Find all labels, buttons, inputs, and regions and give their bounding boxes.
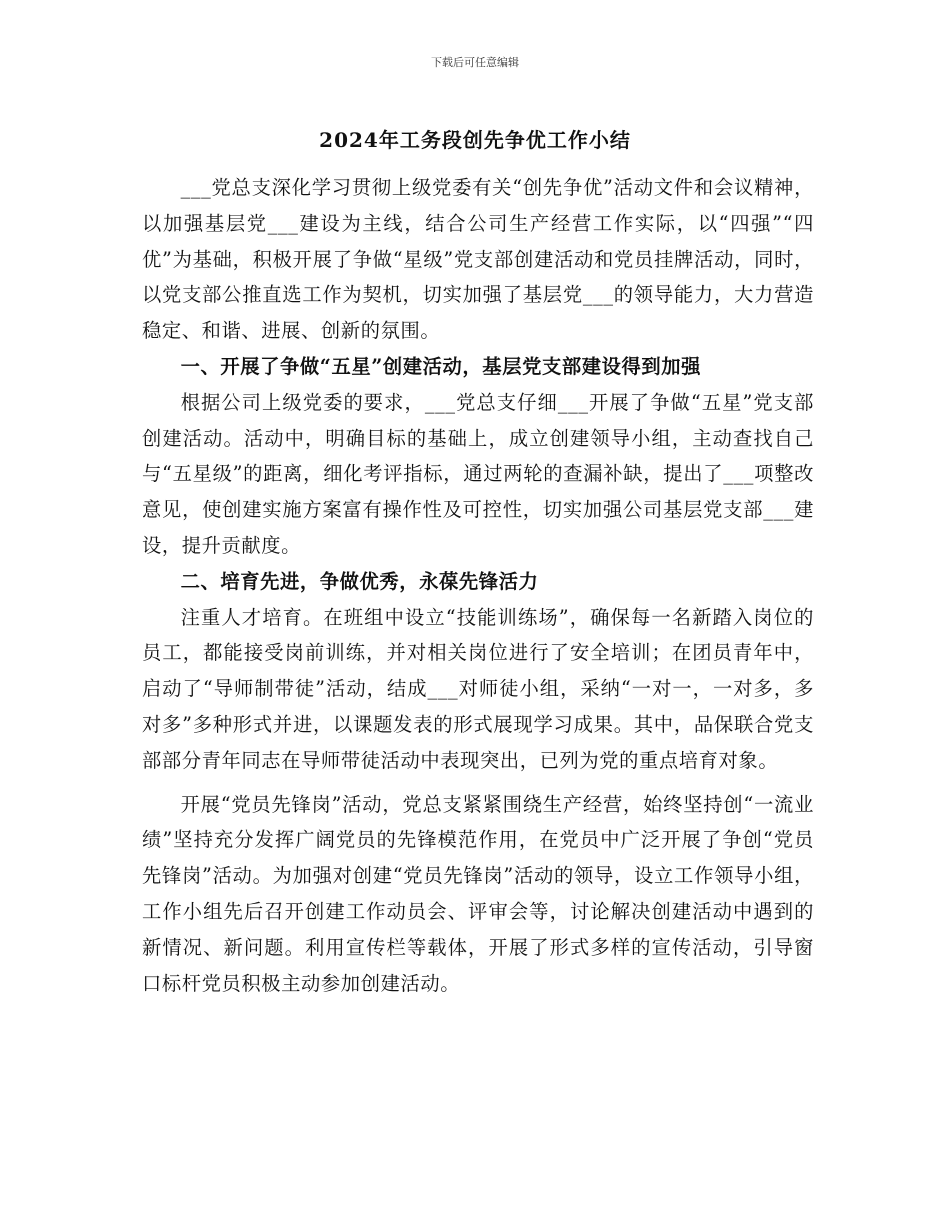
paragraph-spacer xyxy=(142,779,814,787)
section-1-paragraph: 根据公司上级党委的要求，___党总支仔细___开展了争做“五星”党支部创建活动。活动中，明确目标的基础上，成立创建领导小组，主动查找自己与“五星级”的距离，细化考评指标，通过两轮的查漏补缺，提出了___项整改意见，使创建实施方案富有操作性及可控性，切实加强公司基层党支部___建设，提升贡献度。 xyxy=(142,390,814,557)
header-note: 下载后可任意编辑 xyxy=(431,56,519,69)
section-heading-1: 一、开展了争做“五星”创建活动，基层党支部建设得到加强 xyxy=(180,354,702,378)
document-body xyxy=(142,170,814,1001)
intro-paragraph: ___党总支深化学习贯彻上级党委有关“创先争优”活动文件和会议精神，以加强基层党___建设为主线，结合公司生产经营工作实际，以“四强”“四优”为基础，积极开展了争做“星级”党支部创建活动和党员挂牌活动，同时，以党支部公推直选工作为契机，切实加强了基层党___的领导能力，大力营造稳定、和谐、进展、创新的氛围。 xyxy=(142,176,814,343)
section-heading-2: 二、培育先进，争做优秀，永葆先锋活力 xyxy=(180,569,539,593)
document-title: 2024年工务段创先争优工作小结 xyxy=(319,128,631,152)
section-2-paragraph-continued: 开展“党员先锋岗”活动，党总支紧紧围绕生产经营，始终坚持创“一流业绩”坚持充分发挥广阔党员的先锋模范作用，在党员中广泛开展了争创“党员先锋岗”活动。为加强对创建“党员先锋岗”活动的领导，设立工作领导小组，工作小组先后召开创建工作动员会、评审会等，讨论解决创建活动中遇到的新情况、新问题。利用宣传栏等载体，开展了形式多样的宣传活动，引导窗口标杆党员积极主动参加创建活动。 xyxy=(142,792,814,995)
section-2-paragraph: 注重人才培育。在班组中设立“技能训练场”，确保每一名新踏入岗位的员工，都能接受岗前训练，并对相关岗位进行了安全培训；在团员青年中，启动了“导师制带徒”活动，结成___对师徒小组，采纳“一对一，一对多，多对多”多种形式并进，以课题发表的形式展现学习成果。其中，品保联合党支部部分青年同志在导师带徒活动中表现突出，已列为党的重点培育对象。 xyxy=(142,605,814,772)
